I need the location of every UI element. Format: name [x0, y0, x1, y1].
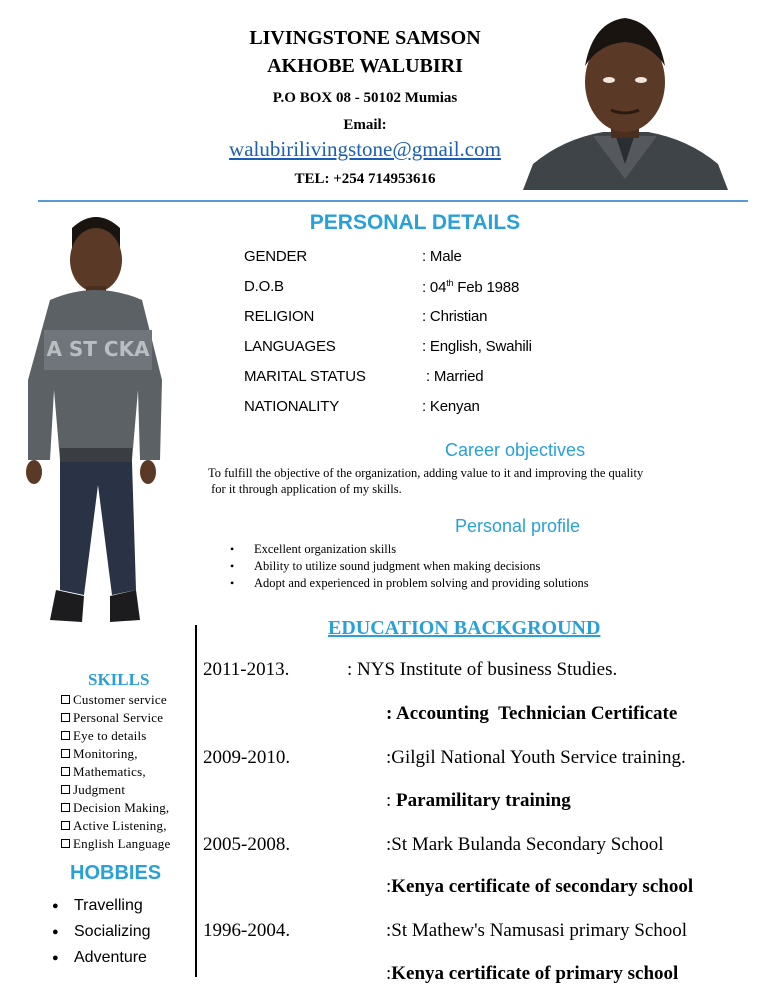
edu-certificate-3-text: Kenya certificate of secondary school: [391, 876, 694, 897]
profile-item: • Excellent organization skills: [230, 541, 589, 558]
edu-certificate-2: [386, 790, 571, 812]
skill-item: Mathematics,: [60, 763, 170, 781]
gender-label: GENDER: [244, 248, 307, 265]
candidate-name-line2: AKHOBE WALUBIRI: [267, 55, 463, 77]
edu-years-4: 1996-2004.: [203, 920, 291, 941]
nationality-label: NATIONALITY: [244, 398, 340, 415]
email-label: Email:: [343, 117, 387, 133]
email-link[interactable]: walubirilivingstone@gmail.com: [229, 137, 501, 161]
full-body-photo: [20, 210, 168, 640]
edu-years-3: 2005-2008.: [203, 834, 291, 855]
candidate-name-line1: LIVINGSTONE SAMSON: [249, 27, 481, 49]
profile-list: [230, 541, 589, 592]
profile-item: • Ability to utilize sound judgment when making decisions: [230, 558, 589, 575]
edu-certificate-2-colon: :: [386, 790, 397, 811]
edu-institution-2: :Gilgil National Youth Service training.: [386, 747, 686, 768]
edu-institution-1: : NYS Institute of business Studies.: [347, 659, 618, 680]
edu-certificate-4-text: Kenya certificate of primary school: [391, 963, 679, 984]
hobbies-title: HOBBIES: [70, 862, 162, 884]
personal-profile-title: Personal profile: [455, 516, 581, 536]
edu-certificate-4-colon: :: [386, 963, 392, 984]
dob-month-year: Feb 1988: [453, 279, 520, 296]
dob-ordinal: th: [446, 278, 454, 288]
hobbies-list: [50, 893, 150, 971]
edu-certificate-4: [386, 963, 678, 985]
hobby-item: ● Travelling: [50, 893, 150, 919]
skills-title: SKILLS: [88, 670, 150, 689]
skill-item: Monitoring,: [60, 745, 170, 763]
edu-certificate-3: [386, 876, 693, 898]
personal-details-title: PERSONAL DETAILS: [309, 211, 521, 234]
dob-day: : 04: [422, 279, 447, 296]
svg-text:A ST CKA: A ST CKA: [46, 337, 150, 361]
marital-status-label: MARITAL STATUS: [244, 368, 366, 385]
marital-status-value: : Married: [422, 368, 484, 385]
edu-certificate-3-colon: :: [386, 876, 392, 897]
edu-certificate-1-colon: :: [386, 703, 397, 724]
skills-list: [60, 691, 170, 853]
profile-item: • Adopt and experienced in problem solving and providing solutions: [230, 575, 589, 592]
skill-item: Judgment: [60, 781, 170, 799]
column-divider: [195, 625, 197, 977]
edu-years-2: 2009-2010.: [203, 747, 291, 768]
postal-address: P.O BOX 08 - 50102 Mumias: [272, 90, 458, 106]
career-objective-line1: To fulfill the objective of the organization, adding value to it and improving the quality: [208, 466, 644, 480]
dob-label: D.O.B: [244, 278, 284, 295]
skill-item: Active Listening,: [60, 817, 170, 835]
gender-value: : Male: [422, 248, 462, 265]
skill-item: Decision Making,: [60, 799, 170, 817]
religion-value: : Christian: [422, 308, 488, 325]
portrait-photo: [523, 14, 728, 190]
nationality-value: : Kenyan: [422, 398, 480, 415]
skill-item: Personal Service: [60, 709, 170, 727]
career-objectives-title: Career objectives: [445, 440, 586, 460]
skill-item: Customer service: [60, 691, 170, 709]
hobby-item: ● Adventure: [50, 945, 150, 971]
education-title: EDUCATION BACKGROUND: [328, 617, 601, 639]
edu-certificate-2-text: Paramilitary training: [396, 790, 571, 811]
edu-years-1: 2011-2013.: [203, 659, 290, 680]
skill-item: English Language: [60, 835, 170, 853]
career-objective-line2: for it through application of my skills.: [208, 482, 402, 496]
edu-certificate-1: [386, 703, 677, 725]
religion-label: RELIGION: [244, 308, 315, 325]
edu-institution-4: :St Mathew's Namusasi primary School: [386, 920, 688, 941]
telephone: TEL: +254 714953616: [294, 171, 436, 187]
edu-certificate-1-text: Accounting Technician Certificate: [396, 703, 678, 724]
hobby-item: ● Socializing: [50, 919, 150, 945]
header-divider: [38, 200, 748, 202]
dob-value: [422, 278, 519, 296]
edu-institution-3: :St Mark Bulanda Secondary School: [386, 834, 664, 855]
languages-label: LANGUAGES: [244, 338, 336, 355]
languages-value: : English, Swahili: [422, 338, 532, 355]
skill-item: Eye to details: [60, 727, 170, 745]
